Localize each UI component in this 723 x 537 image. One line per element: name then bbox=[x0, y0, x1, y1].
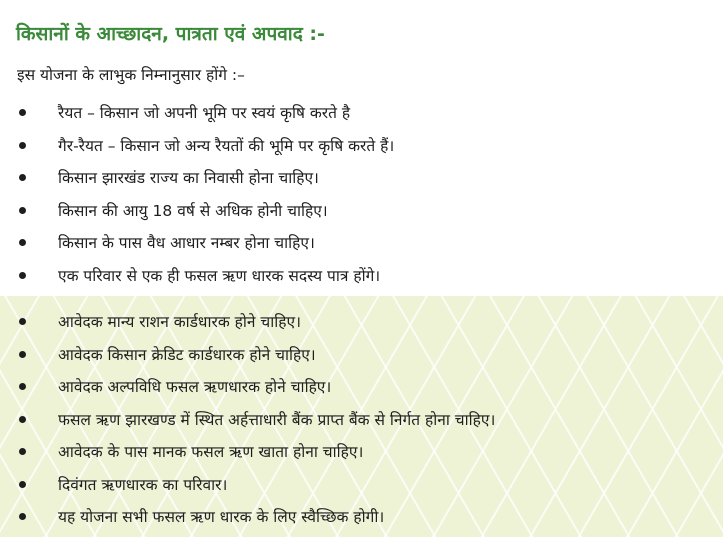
list-item-text: आवेदक अल्पविधि फसल ऋणधारक होने चाहिए। bbox=[58, 378, 332, 396]
bullet-icon bbox=[19, 481, 26, 488]
list-item-text: एक परिवार से एक ही फसल ऋण धारक सदस्य पात्र होंगे। bbox=[58, 266, 381, 285]
bullet-icon bbox=[19, 109, 26, 116]
list-item-text: आवेदक मान्य राशन कार्डधारक होने चाहिए। bbox=[58, 313, 301, 331]
list-item-text: किसान के पास वैध आधार नम्बर होना चाहिए। bbox=[58, 234, 315, 252]
bullet-icon bbox=[19, 448, 26, 455]
list-item-text: आवेदक के पास मानक फसल ऋण खाता होना चाहिए। bbox=[58, 443, 364, 461]
intro-text: इस योजना के लाभुक निम्नानुसार होंगे :– bbox=[17, 66, 245, 84]
bullet-icon bbox=[19, 174, 26, 181]
bullet-icon bbox=[19, 416, 26, 423]
section-heading: किसानों के आच्छादन, पात्रता एवं अपवाद :- bbox=[16, 23, 325, 45]
list-item-text: किसान की आयु 18 वर्ष से अधिक होनी चाहिए। bbox=[58, 201, 328, 220]
list-item-text: यह योजना सभी फसल ऋण धारक के लिए स्वैच्छिक होगी। bbox=[58, 508, 385, 526]
list-item-text: फसल ऋण झारखण्ड में स्थित अर्हत्ताधारी बैंक प्राप्त बैंक से निर्गत होना चाहिए। bbox=[58, 410, 496, 429]
bullet-icon bbox=[19, 142, 26, 149]
list-item-text: दिवंगत ऋणधारक का परिवार। bbox=[58, 475, 228, 494]
bullet-icon bbox=[19, 239, 26, 246]
bullet-icon bbox=[19, 318, 26, 325]
bullet-icon bbox=[19, 351, 26, 358]
bullet-icon bbox=[19, 207, 26, 214]
bullet-icon bbox=[19, 513, 26, 520]
list-item-text: किसान झारखंड राज्य का निवासी होना चाहिए। bbox=[58, 169, 319, 187]
list-item-text: आवेदक किसान क्रेडिट कार्डधारक होने चाहिए। bbox=[58, 345, 316, 364]
bullet-icon bbox=[19, 272, 26, 279]
bullet-icon bbox=[19, 383, 26, 390]
list-item-text: रैयत – किसान जो अपनी भूमि पर स्वयं कृषि करते है bbox=[58, 104, 351, 122]
list-item-text: गैर-रैयत – किसान जो अन्य रैयतों की भूमि पर कृषि करते हैं। bbox=[58, 136, 395, 155]
